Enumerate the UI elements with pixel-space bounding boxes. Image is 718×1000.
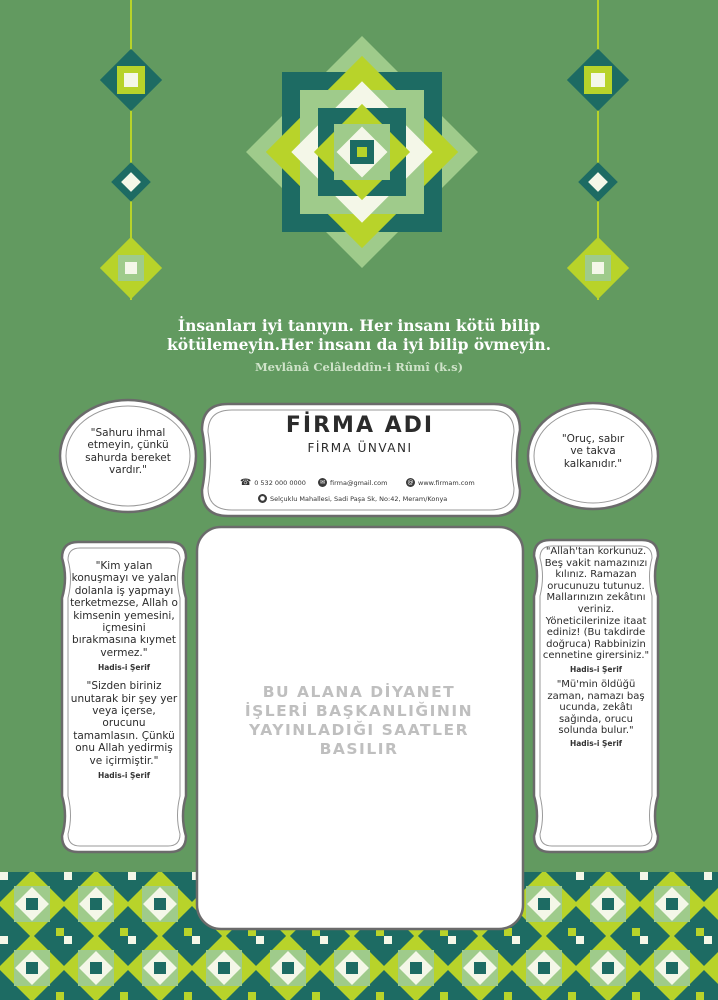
quote-unutarak: "Sizden biriniz unutarak bir şey yer veya içerse, orucunu tamamlasın. Çünkü onu Allah yedirmiş ve içirmiştir." [70,680,178,767]
address-text: Selçuklu Mahallesi, Sadi Paşa Sk, No:42, Meram/Konya [270,494,448,503]
source-right-2: Hadis-i Şerif [569,738,623,748]
quote-oruc: "Oruç, sabır ve takva kalkanıdır." [561,433,625,470]
main-quote-line2: kötülemeyin.Her insanı da iyi bilip övmeyin. [167,335,551,354]
source-left-2: Hadis-i Şerif [97,771,151,781]
firm-title: FİRMA ÜNVANI [307,441,413,455]
main-quote-line1: İnsanları iyi tanıyın. Her insanı kötü bilip [177,316,541,335]
central-star-ornament [242,32,482,272]
hanging-ornaments-right [562,0,634,310]
email-text: firma@gmail.com [330,478,388,487]
location-icon: ● [259,495,266,502]
quote-author: Mevlânâ Celâleddîn-i Rûmî (k.s) [254,360,464,374]
email-icon: ✉ [319,479,326,486]
contact-phone [240,478,306,488]
bubble-top-right-text [560,433,626,470]
bubble-top-left-text [76,427,180,477]
phone-text: 0 532 000 0000 [254,479,306,487]
hanging-ornaments-left [95,0,167,310]
contact-email [318,478,387,487]
source-right-1: Hadis-i Şerif [569,664,623,674]
phone-icon: ☎ [240,478,252,488]
contact-address [258,494,447,503]
quote-mumin: "Mü'min öldüğü zaman, namazı baş ucunda, zekâtı sağında, orucu solunda bulur." [547,678,645,737]
contact-web [406,478,475,487]
main-quote [110,316,608,354]
quote-sahur: "Sahuru ihmal etmeyin, çünkü sahurda bereket vardır." [85,427,171,477]
quote-yalan: "Kim yalan konuşmayı ve yalan dolanla iş yapmayı terketmezse, Allah o kimsenin yemesini, içmesini bırakmasına kıymet vermez." [70,560,178,659]
web-text: www.firmam.com [418,478,475,487]
prayer-times-placeholder: BU ALANA DİYANET İŞLERİ BAŞKANLIĞININ YAYINLADIĞI SAATLER BASILIR [244,683,474,758]
bubble-left-text [70,560,178,788]
firm-name: FİRMA ADI [285,413,435,438]
source-left-1: Hadis-i Şerif [97,663,151,673]
bubble-right-text [542,546,650,748]
quote-allahtan: "Allah'tan korkunuz. Beş vakit namazınızı kılınız. Ramazan orucunuzu tutunuz. Mallarınızın zekâtını veriniz. Yöneticilerinize itaat ediniz! (Bu takdirde doğruca) Rabbinizin cennetine girersiniz." [542,546,650,662]
web-icon: @ [407,479,414,486]
